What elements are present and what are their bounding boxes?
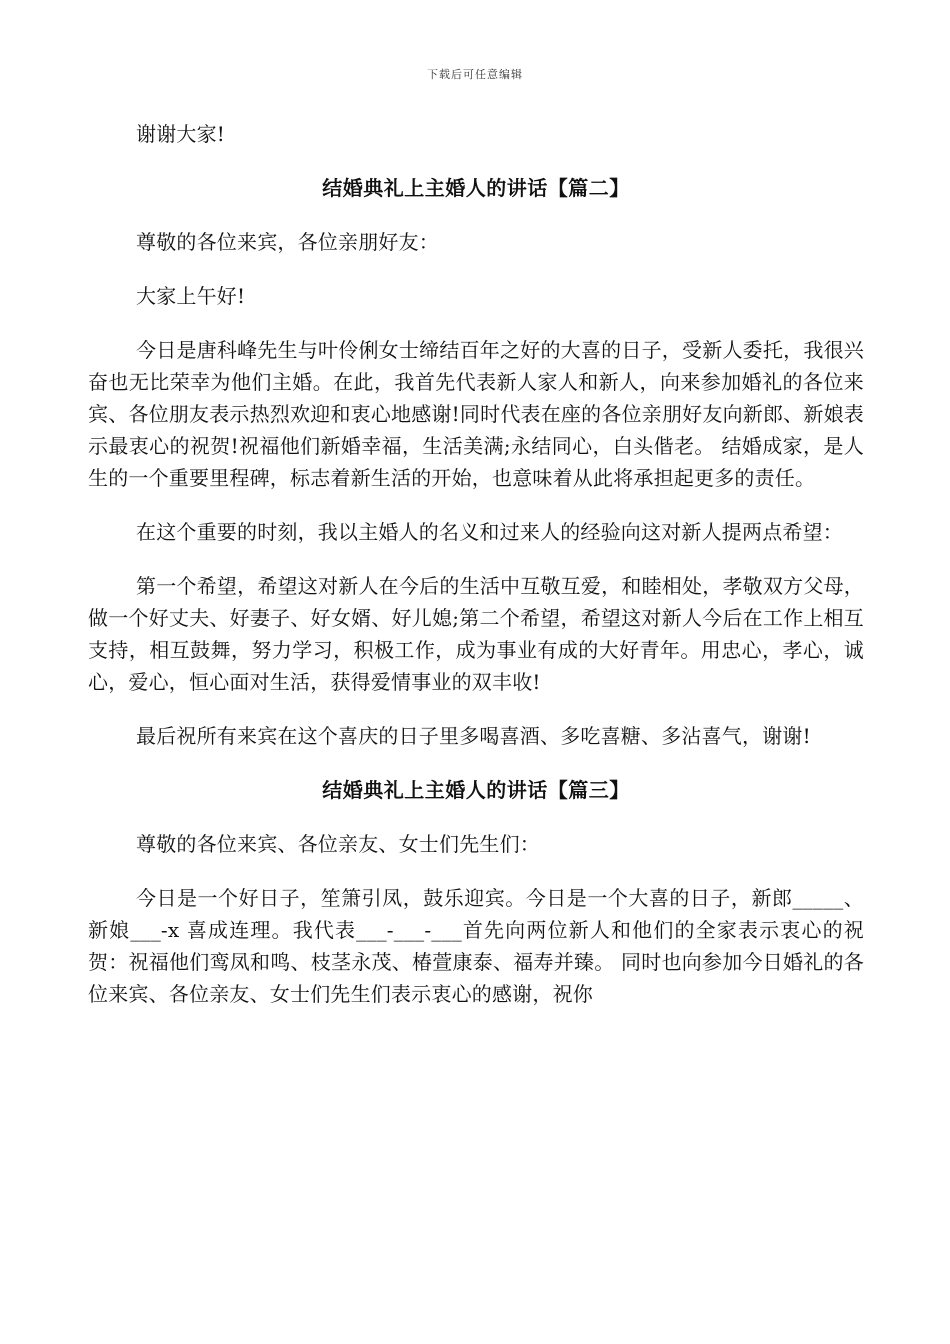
closing-thanks: 谢谢大家! [136, 122, 226, 146]
section-heading-2: 结婚典礼上主婚人的讲话【篇二】 [322, 176, 630, 200]
paragraph-2-3: 第一个希望，希望这对新人在今后的生活中互敬互爱，和睦相处，孝敬双方父母，做一个好丈夫、好妻子、好女婿、好儿媳;第二个希望，希望这对新人今后在工作上相互支持，相互鼓舞，努力学习，积极工作，成为事业有成的大好青年。用忠心，孝心，诚心，爱心，恒心面对生活，获得爱情事业的双丰收! [88, 574, 864, 694]
salutation-2: 尊敬的各位来宾，各位亲朋好友： [136, 230, 439, 254]
paragraph-2-1: 今日是唐科峰先生与叶伶俐女士缔结百年之好的大喜的日子，受新人委托，我很兴奋也无比荣幸为他们主婚。在此，我首先代表新人家人和新人，向来参加婚礼的各位来宾、各位朋友表示热烈欢迎和衷心地感谢!同时代表在座的各位亲朋好友向新郎、新娘表示最衷心的祝贺!祝福他们新婚幸福，生活美满;永结同心，白头偕老。 结婚成家，是人生的一个重要里程碑，标志着新生活的开始，也意味着从此将承担起更多的责任。 [88, 338, 864, 490]
paragraph-2-4: 最后祝所有来宾在这个喜庆的日子里多喝喜酒、多吃喜糖、多沾喜气，谢谢! [136, 724, 811, 748]
greeting-2: 大家上午好! [136, 284, 246, 308]
page-header-note: 下载后可任意编辑 [427, 68, 523, 81]
paragraph-2-2: 在这个重要的时刻，我以主婚人的名义和过来人的经验向这对新人提两点希望： [136, 520, 843, 544]
document-body [88, 118, 864, 1032]
salutation-3: 尊敬的各位来宾、各位亲友、女士们先生们： [136, 832, 540, 856]
section-heading-3: 结婚典礼上主婚人的讲话【篇三】 [322, 778, 630, 802]
paragraph-3-1: 今日是一个好日子，笙箫引凤，鼓乐迎宾。今日是一个大喜的日子，新郎_____、新娘___-x 喜成连理。我代表___-___-___首先向两位新人和他们的全家表示衷心的祝贺：祝福他们鸾凤和鸣、枝茎永茂、椿萱康泰、福寿并臻。 同时也向参加今日婚礼的各位来宾、各位亲友、女士们先生们表示衷心的感谢，祝你 [88, 886, 864, 1006]
